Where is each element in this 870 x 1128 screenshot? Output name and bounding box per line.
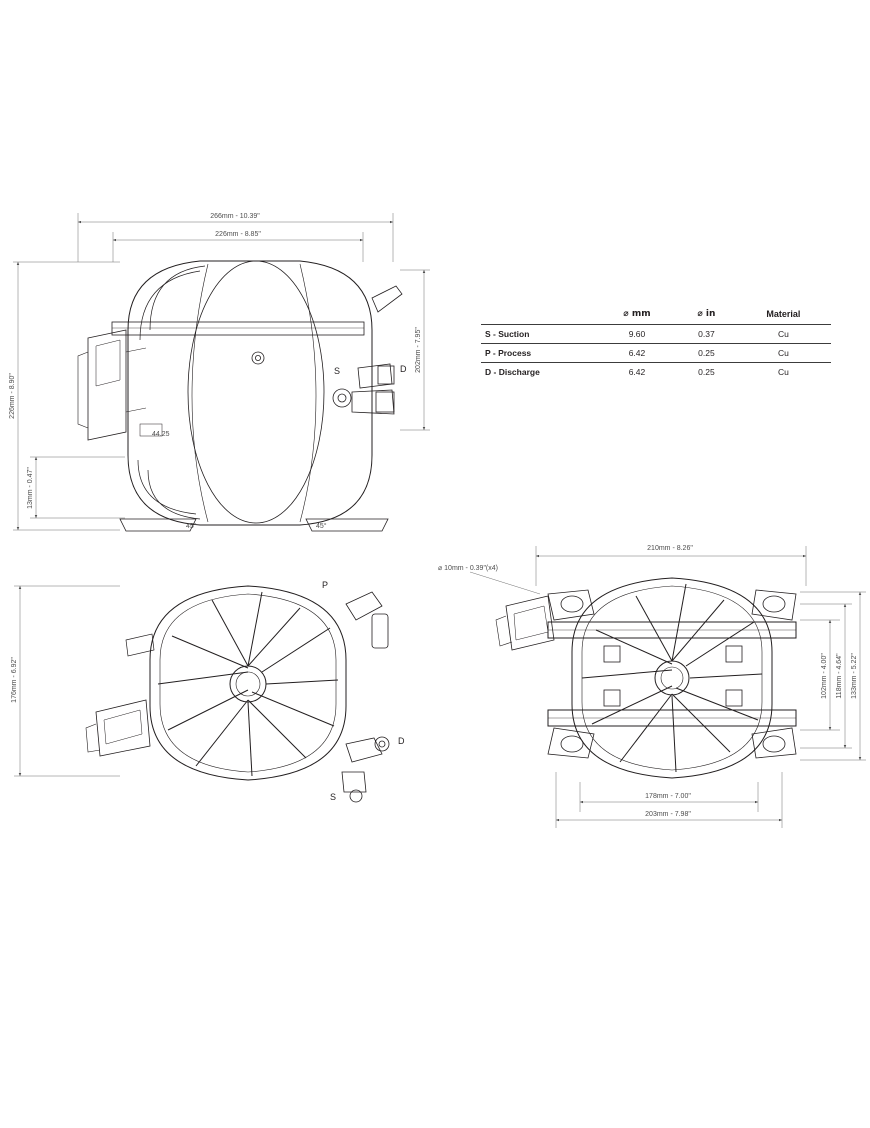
conn-row-suction-mm: 9.60 (597, 325, 677, 344)
table-row (481, 363, 831, 382)
bottom-mount-y-mid-label: 118mm - 4.64" (836, 653, 843, 699)
top-overall-depth-label: 176mm - 6.92" (11, 657, 18, 703)
connection-table (481, 306, 831, 381)
bottom-mount-y-inner-label: 102mm - 4.00" (821, 653, 828, 699)
conn-row-discharge-mm: 6.42 (597, 363, 677, 382)
front-overall-width-label: 266mm - 10.39" (210, 213, 260, 220)
conn-table-header-material: Material (736, 306, 831, 325)
bottom-overall-width-label: 210mm - 8.26" (647, 545, 693, 552)
front-overall-height-label: 226mm - 8.90" (9, 373, 16, 419)
conn-row-discharge-material: Cu (736, 363, 831, 382)
bottom-mount-x-outer-label: 203mm - 7.98" (645, 811, 691, 818)
front-foot-height-label: 13mm - 0.47" (27, 467, 34, 509)
front-angle-right-label: 45° (316, 523, 327, 530)
top-port-discharge-label: D (398, 736, 405, 746)
conn-row-process-in: 0.25 (677, 344, 736, 363)
top-port-suction-label: S (330, 792, 337, 802)
bottom-hole-note-label: ⌀ 10mm - 0.39"(x4) (438, 565, 498, 572)
conn-row-suction-in: 0.37 (677, 325, 736, 344)
conn-row-suction-material: Cu (736, 325, 831, 344)
conn-row-process-material: Cu (736, 344, 831, 363)
top-view (11, 580, 405, 802)
front-port-discharge-label: D (400, 364, 407, 374)
front-body-height-label: 202mm - 7.95" (415, 327, 422, 373)
top-port-process-label: P (322, 580, 329, 590)
conn-table-header-mm: ⌀ mm (597, 306, 677, 325)
front-view (9, 213, 430, 531)
front-angle-left-label: 45° (186, 523, 197, 530)
bottom-mount-x-inner-label: 178mm - 7.00" (645, 793, 691, 800)
front-port-suction-label: S (334, 366, 341, 376)
conn-row-process-mm: 6.42 (597, 344, 677, 363)
front-body-width-label: 226mm - 8.85" (215, 231, 261, 238)
table-row (481, 325, 831, 344)
bottom-mounting-view (438, 545, 866, 828)
bottom-mount-y-outer-label: 133mm - 5.22" (851, 653, 858, 699)
conn-row-discharge-port: D - Discharge (481, 363, 597, 382)
conn-row-discharge-in: 0.25 (677, 363, 736, 382)
conn-row-suction-port: S - Suction (481, 325, 597, 344)
table-row (481, 344, 831, 363)
front-mount-detail-label: 44.25 (152, 431, 170, 438)
conn-table-header-blank (481, 306, 597, 325)
conn-row-process-port: P - Process (481, 344, 597, 363)
conn-table-header-in: ⌀ in (677, 306, 736, 325)
